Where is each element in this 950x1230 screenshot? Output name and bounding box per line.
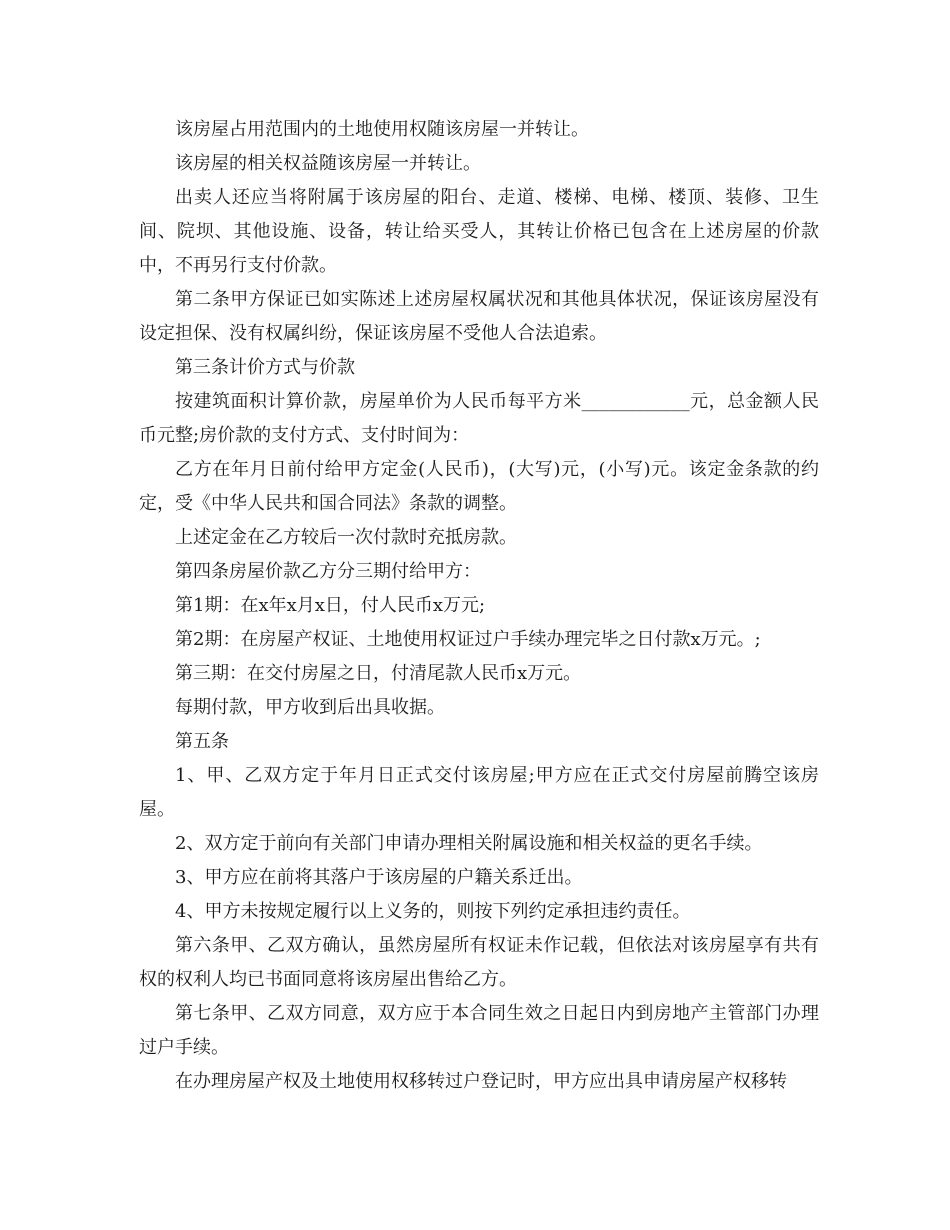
list-item: 第1期：在x年x月x日，付人民币x万元; <box>175 595 486 616</box>
list-item: 4、甲方未按规定履行以上义务的，则按下列约定承担违约责任。 <box>175 901 691 922</box>
paragraph: 该房屋占用范围内的土地使用权随该房屋一并转让。 <box>175 119 589 140</box>
paragraph: 第二条甲方保证已如实陈述上述房屋权属状况和其他具体状况，保证该房屋没有设定担保、没有权属纠纷，保证该房屋不受他人合法追索。 <box>139 289 819 344</box>
paragraph: 每期付款，甲方收到后出具收据。 <box>175 697 445 718</box>
list-item: 1、甲、乙双方定于年月日正式交付该房屋;甲方应在正式交付房屋前腾空该房屋。 <box>139 765 819 820</box>
paragraph: 该房屋的相关权益随该房屋一并转让。 <box>175 153 481 174</box>
paragraph: 乙方在年月日前付给甲方定金(人民币)，(大写)元，(小写)元。该定金条款的约定，受《中华人民共和国合同法》条款的调整。 <box>139 459 819 514</box>
list-item: 第2期：在房屋产权证、土地使用权证过户手续办理完毕之日付款x万元。; <box>175 629 761 650</box>
section-heading: 第四条房屋价款乙方分三期付给甲方： <box>175 561 481 582</box>
list-item: 3、甲方应在前将其落户于该房屋的户籍关系迁出。 <box>175 867 583 888</box>
document-body <box>139 113 819 1099</box>
section-heading: 第三条计价方式与价款 <box>175 357 355 378</box>
paragraph: 第六条甲、乙双方确认，虽然房屋所有权证未作记载，但依法对该房屋享有共有权的权利人均已书面同意将该房屋出售给乙方。 <box>139 935 819 990</box>
paragraph: 第七条甲、乙双方同意，双方应于本合同生效之日起日内到房地产主管部门办理过户手续。 <box>139 1003 819 1058</box>
list-item: 2、双方定于前向有关部门申请办理相关附属设施和相关权益的更名手续。 <box>175 833 763 854</box>
paragraph: 出卖人还应当将附属于该房屋的阳台、走道、楼梯、电梯、楼顶、装修、卫生间、院坝、其他设施、设备，转让给买受人，其转让价格已包含在上述房屋的价款中，不再另行支付价款。 <box>139 187 819 276</box>
list-item: 第三期：在交付房屋之日，付清尾款人民币x万元。 <box>175 663 582 684</box>
paragraph: 在办理房屋产权及土地使用权移转过户登记时，甲方应出具申请房屋产权移转 <box>175 1071 787 1092</box>
paragraph: 上述定金在乙方较后一次付款时充抵房款。 <box>175 527 517 548</box>
paragraph: 按建筑面积计算价款，房屋单价为人民币每平方米____________元，总金额人民币元整;房价款的支付方式、支付时间为： <box>139 391 819 446</box>
section-heading: 第五条 <box>175 731 229 752</box>
